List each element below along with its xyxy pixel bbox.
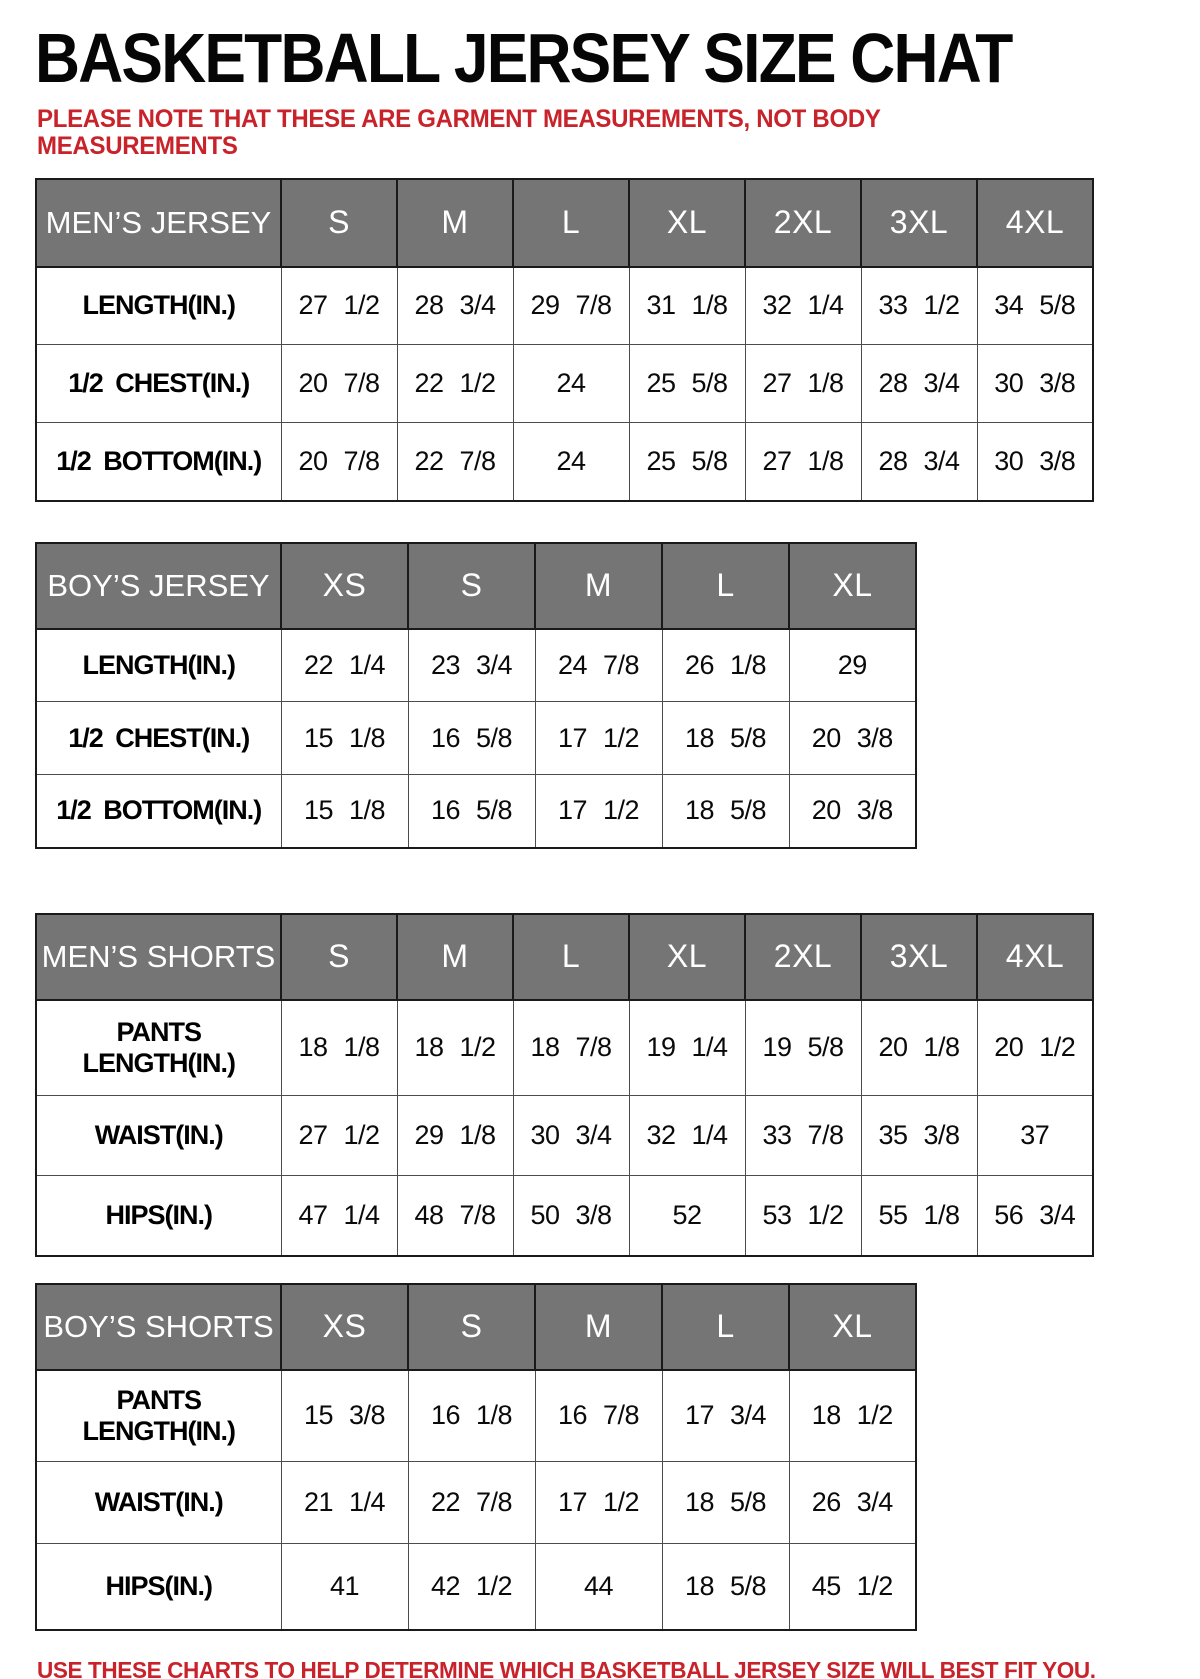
measurement-row (36, 1370, 916, 1462)
size-value-cell: 37 (977, 1096, 1093, 1176)
table-body-mens-shorts (36, 1000, 1093, 1256)
size-value-cell: 22 1/4 (281, 629, 408, 702)
size-value-cell: 24 (513, 423, 629, 501)
size-value-cell: 28 3/4 (861, 345, 977, 423)
table-title-cell-mens-shorts: MEN’S SHORTS (36, 914, 281, 1000)
measurement-row (36, 345, 1093, 423)
page-title: BASKETBALL JERSEY SIZE CHAT (35, 19, 1012, 97)
size-header-2xl: 2XL (745, 914, 861, 1000)
size-value-cell: 18 1/2 (789, 1370, 916, 1462)
size-header-m: M (397, 914, 513, 1000)
row-label: LENGTH(IN.) (36, 267, 281, 345)
size-value-cell: 29 (789, 629, 916, 702)
size-value-cell: 17 1/2 (535, 702, 662, 775)
size-header-s: S (281, 179, 397, 267)
size-value-cell: 32 1/4 (745, 267, 861, 345)
size-value-cell: 29 1/8 (397, 1096, 513, 1176)
row-label: 1/2 CHEST(IN.) (36, 702, 281, 775)
row-label: 1/2 BOTTOM(IN.) (36, 775, 281, 848)
size-header-l: L (662, 1284, 789, 1370)
size-value-cell: 18 1/2 (397, 1000, 513, 1096)
size-value-cell: 48 7/8 (397, 1176, 513, 1256)
size-header-2xl: 2XL (745, 179, 861, 267)
size-value-cell: 26 1/8 (662, 629, 789, 702)
size-header-xl: XL (789, 543, 916, 629)
measurement-row (36, 1176, 1093, 1256)
size-value-cell: 52 (629, 1176, 745, 1256)
size-value-cell: 25 5/8 (629, 345, 745, 423)
size-value-cell: 21 1/4 (281, 1462, 408, 1544)
size-value-cell: 20 3/8 (789, 702, 916, 775)
table-header-boys-shorts (36, 1284, 916, 1370)
size-value-cell: 53 1/2 (745, 1176, 861, 1256)
size-value-cell: 27 1/8 (745, 423, 861, 501)
size-header-m: M (397, 179, 513, 267)
size-value-cell: 18 5/8 (662, 775, 789, 848)
size-header-l: L (513, 914, 629, 1000)
size-table-mens-jersey (35, 178, 1094, 502)
size-value-cell: 19 5/8 (745, 1000, 861, 1096)
row-label: WAIST(IN.) (36, 1096, 281, 1176)
size-value-cell: 34 5/8 (977, 267, 1093, 345)
size-value-cell: 44 (535, 1544, 662, 1630)
size-value-cell: 18 5/8 (662, 702, 789, 775)
size-value-cell: 33 1/2 (861, 267, 977, 345)
size-value-cell: 26 3/4 (789, 1462, 916, 1544)
measurement-row (36, 1462, 916, 1544)
size-value-cell: 45 1/2 (789, 1544, 916, 1630)
size-header-3xl: 3XL (861, 914, 977, 1000)
size-header-xs: XS (281, 543, 408, 629)
size-value-cell: 41 (281, 1544, 408, 1630)
size-value-cell: 16 7/8 (535, 1370, 662, 1462)
size-value-cell: 35 3/8 (861, 1096, 977, 1176)
size-value-cell: 33 7/8 (745, 1096, 861, 1176)
size-value-cell: 56 3/4 (977, 1176, 1093, 1256)
note-line-2: MEASUREMENTS (37, 131, 238, 160)
size-value-cell: 18 1/8 (281, 1000, 397, 1096)
footer-note: USE THESE CHARTS TO HELP DETERMINE WHICH BASKETBALL JERSEY SIZE WILL BEST FIT YOU. (37, 1656, 1096, 1679)
garment-measurements-note (37, 106, 1153, 160)
size-value-cell: 20 1/8 (861, 1000, 977, 1096)
measurement-row (36, 1000, 1093, 1096)
size-value-cell: 18 5/8 (662, 1544, 789, 1630)
size-value-cell: 50 3/8 (513, 1176, 629, 1256)
size-value-cell: 30 3/4 (513, 1096, 629, 1176)
size-value-cell: 31 1/8 (629, 267, 745, 345)
header-row (36, 1284, 916, 1370)
size-header-xl: XL (629, 914, 745, 1000)
row-label: HIPS(IN.) (36, 1176, 281, 1256)
size-value-cell: 19 1/4 (629, 1000, 745, 1096)
size-value-cell: 25 5/8 (629, 423, 745, 501)
size-value-cell: 30 3/8 (977, 345, 1093, 423)
size-value-cell: 20 7/8 (281, 423, 397, 501)
size-value-cell: 17 1/2 (535, 1462, 662, 1544)
size-value-cell: 27 1/2 (281, 267, 397, 345)
header-row (36, 914, 1093, 1000)
size-value-cell: 15 1/8 (281, 702, 408, 775)
table-body-boys-shorts (36, 1370, 916, 1630)
size-value-cell: 22 7/8 (408, 1462, 535, 1544)
row-label: 1/2 CHEST(IN.) (36, 345, 281, 423)
size-value-cell: 47 1/4 (281, 1176, 397, 1256)
size-value-cell: 20 7/8 (281, 345, 397, 423)
size-value-cell: 20 1/2 (977, 1000, 1093, 1096)
measurement-row (36, 1096, 1093, 1176)
size-header-s: S (408, 543, 535, 629)
size-header-3xl: 3XL (861, 179, 977, 267)
table-title-cell-mens-jersey: MEN’S JERSEY (36, 179, 281, 267)
measurement-row (36, 629, 916, 702)
size-value-cell: 24 (513, 345, 629, 423)
size-header-xl: XL (629, 179, 745, 267)
row-label: LENGTH(IN.) (36, 629, 281, 702)
table-header-mens-shorts (36, 914, 1093, 1000)
table-header-boys-jersey (36, 543, 916, 629)
table-title-cell-boys-shorts: BOY’S SHORTS (36, 1284, 281, 1370)
size-value-cell: 18 5/8 (662, 1462, 789, 1544)
row-label: PANTS LENGTH(IN.) (36, 1370, 281, 1462)
note-line-1: PLEASE NOTE THAT THESE ARE GARMENT MEASUREMENTS, NOT BODY (37, 104, 881, 133)
header-row (36, 543, 916, 629)
row-label: HIPS(IN.) (36, 1544, 281, 1630)
table-title-cell-boys-jersey: BOY’S JERSEY (36, 543, 281, 629)
row-label: WAIST(IN.) (36, 1462, 281, 1544)
size-value-cell: 24 7/8 (535, 629, 662, 702)
size-value-cell: 23 3/4 (408, 629, 535, 702)
size-header-4xl: 4XL (977, 914, 1093, 1000)
size-value-cell: 16 5/8 (408, 702, 535, 775)
size-value-cell: 15 1/8 (281, 775, 408, 848)
size-table-boys-shorts (35, 1283, 917, 1631)
size-header-xl: XL (789, 1284, 916, 1370)
row-label: PANTS LENGTH(IN.) (36, 1000, 281, 1096)
size-header-s: S (408, 1284, 535, 1370)
table-header-mens-jersey (36, 179, 1093, 267)
size-header-m: M (535, 543, 662, 629)
measurement-row (36, 1544, 916, 1630)
size-header-xs: XS (281, 1284, 408, 1370)
size-value-cell: 16 5/8 (408, 775, 535, 848)
size-table-boys-jersey (35, 542, 917, 849)
size-tables-container (35, 178, 1200, 1631)
size-value-cell: 32 1/4 (629, 1096, 745, 1176)
table-body-boys-jersey (36, 629, 916, 848)
size-header-s: S (281, 914, 397, 1000)
size-value-cell: 29 7/8 (513, 267, 629, 345)
size-value-cell: 16 1/8 (408, 1370, 535, 1462)
size-value-cell: 27 1/2 (281, 1096, 397, 1176)
table-body-mens-jersey (36, 267, 1093, 501)
size-value-cell: 22 7/8 (397, 423, 513, 501)
size-value-cell: 55 1/8 (861, 1176, 977, 1256)
size-table-mens-shorts (35, 913, 1094, 1257)
size-value-cell: 28 3/4 (397, 267, 513, 345)
measurement-row (36, 775, 916, 848)
header-row (36, 179, 1093, 267)
size-value-cell: 17 1/2 (535, 775, 662, 848)
measurement-row (36, 702, 916, 775)
size-value-cell: 17 3/4 (662, 1370, 789, 1462)
size-value-cell: 20 3/8 (789, 775, 916, 848)
size-value-cell: 30 3/8 (977, 423, 1093, 501)
size-value-cell: 42 1/2 (408, 1544, 535, 1630)
size-header-m: M (535, 1284, 662, 1370)
measurement-row (36, 267, 1093, 345)
size-value-cell: 22 1/2 (397, 345, 513, 423)
size-header-4xl: 4XL (977, 179, 1093, 267)
size-value-cell: 18 7/8 (513, 1000, 629, 1096)
size-value-cell: 15 3/8 (281, 1370, 408, 1462)
size-value-cell: 28 3/4 (861, 423, 977, 501)
size-value-cell: 27 1/8 (745, 345, 861, 423)
size-header-l: L (513, 179, 629, 267)
row-label: 1/2 BOTTOM(IN.) (36, 423, 281, 501)
size-header-l: L (662, 543, 789, 629)
measurement-row (36, 423, 1093, 501)
